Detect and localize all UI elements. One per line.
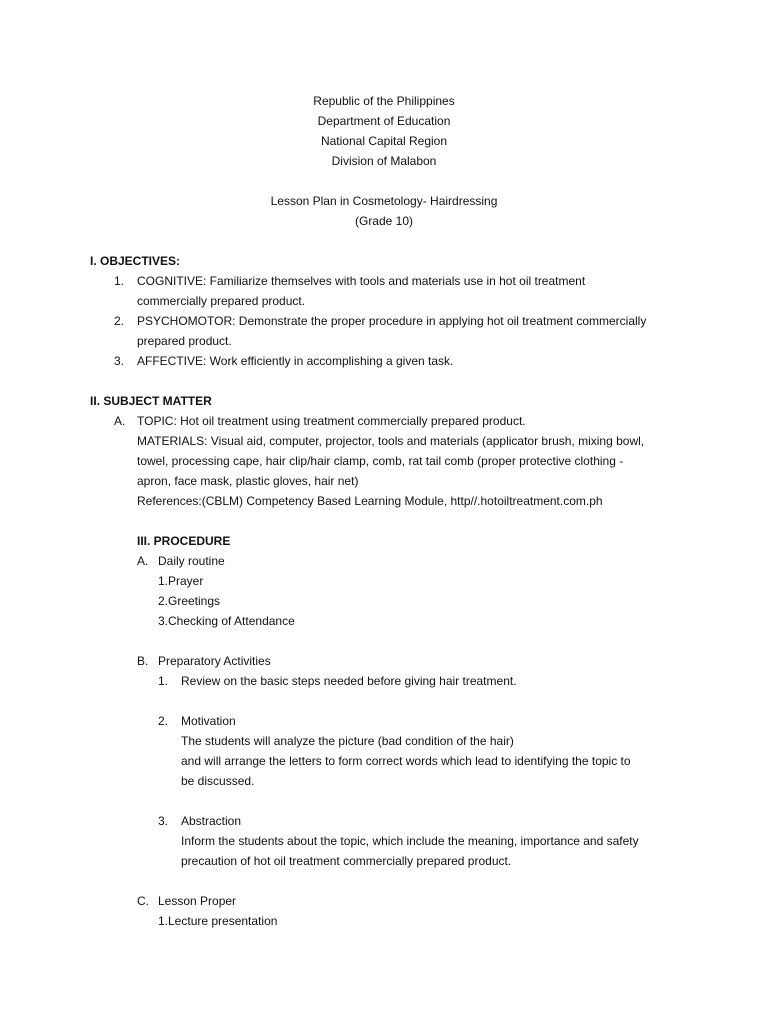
procedure-b-letter: B. — [137, 654, 149, 668]
activity-motivation-text: and will arrange the letters to form correct words which lead to identifying the topic to — [181, 754, 631, 768]
activity-number: 3. — [158, 814, 169, 828]
objectives-heading: I. OBJECTIVES: — [90, 254, 181, 268]
activity-number: 2. — [158, 714, 169, 728]
topic-line — [137, 411, 526, 431]
objective-text: Familiarize themselves with tools and materials use in hot oil treatment — [206, 274, 586, 288]
objective-text-continued: prepared product. — [137, 334, 232, 348]
activity-motivation-title: Motivation — [181, 714, 236, 728]
daily-routine-item: 3.Checking of Attendance — [158, 614, 295, 628]
activity-number: 1. — [158, 674, 169, 688]
header-republic: Republic of the Philippines — [313, 94, 455, 108]
activity-abstraction-text: Inform the students about the topic, which include the meaning, importance and safety — [181, 834, 639, 848]
header-division: Division of Malabon — [331, 154, 437, 168]
procedure-heading: III. PROCEDURE — [137, 534, 231, 548]
activity-abstraction-title: Abstraction — [181, 814, 242, 828]
procedure-a-letter: A. — [137, 554, 149, 568]
daily-routine-title: Daily routine — [158, 554, 225, 568]
objective-number: 2. — [114, 314, 125, 328]
objective-cognitive — [137, 271, 585, 291]
objective-label: COGNITIVE: — [137, 274, 207, 288]
materials-text-continued: towel, processing cape, hair clip/hair clamp, comb, rat tail comb (proper protective clothing - — [137, 454, 624, 468]
objective-number: 1. — [114, 274, 125, 288]
header-department: Department of Education — [317, 114, 451, 128]
preparatory-activities-title: Preparatory Activities — [158, 654, 271, 668]
lesson-title: Lesson Plan in Cosmetology- Hairdressing — [270, 194, 498, 208]
lesson-proper-item: 1.Lecture presentation — [158, 914, 278, 928]
objective-number: 3. — [114, 354, 125, 368]
procedure-c-letter: C. — [137, 894, 149, 908]
activity-review: Review on the basic steps needed before giving hair treatment. — [181, 674, 517, 688]
header-region: National Capital Region — [320, 134, 448, 148]
subject-matter-heading: II. SUBJECT MATTER — [90, 394, 212, 408]
daily-routine-item: 2.Greetings — [158, 594, 221, 608]
activity-motivation-text: be discussed. — [181, 774, 255, 788]
objective-text: Demonstrate the proper procedure in applying hot oil treatment commercially — [235, 314, 647, 328]
references-line: References:(CBLM) Competency Based Learning Module, http//.hotoiltreatment.com.ph — [137, 494, 603, 508]
lesson-proper-title: Lesson Proper — [158, 894, 237, 908]
topic-text: Hot oil treatment using treatment commercially prepared product. — [176, 414, 526, 428]
lesson-grade: (Grade 10) — [354, 214, 414, 228]
objective-psychomotor — [137, 311, 646, 331]
objective-text: Work efficiently in accomplishing a given task. — [206, 354, 454, 368]
materials-label: MATERIALS: — [137, 434, 208, 448]
objective-affective — [137, 351, 453, 371]
materials-text-continued: apron, face mask, plastic gloves, hair net) — [137, 474, 359, 488]
materials-line — [137, 431, 644, 451]
activity-motivation-text: The students will analyze the picture (bad condition of the hair) — [181, 734, 514, 748]
objective-label: AFFECTIVE: — [137, 354, 207, 368]
objective-label: PSYCHOMOTOR: — [137, 314, 236, 328]
materials-text: Visual aid, computer, projector, tools and materials (applicator brush, mixing bowl, — [207, 434, 645, 448]
subject-matter-letter: A. — [114, 414, 126, 428]
activity-abstraction-text: precaution of hot oil treatment commercially prepared product. — [181, 854, 512, 868]
daily-routine-item: 1.Prayer — [158, 574, 204, 588]
objective-text-continued: commercially prepared product. — [137, 294, 306, 308]
topic-label: TOPIC: — [137, 414, 177, 428]
